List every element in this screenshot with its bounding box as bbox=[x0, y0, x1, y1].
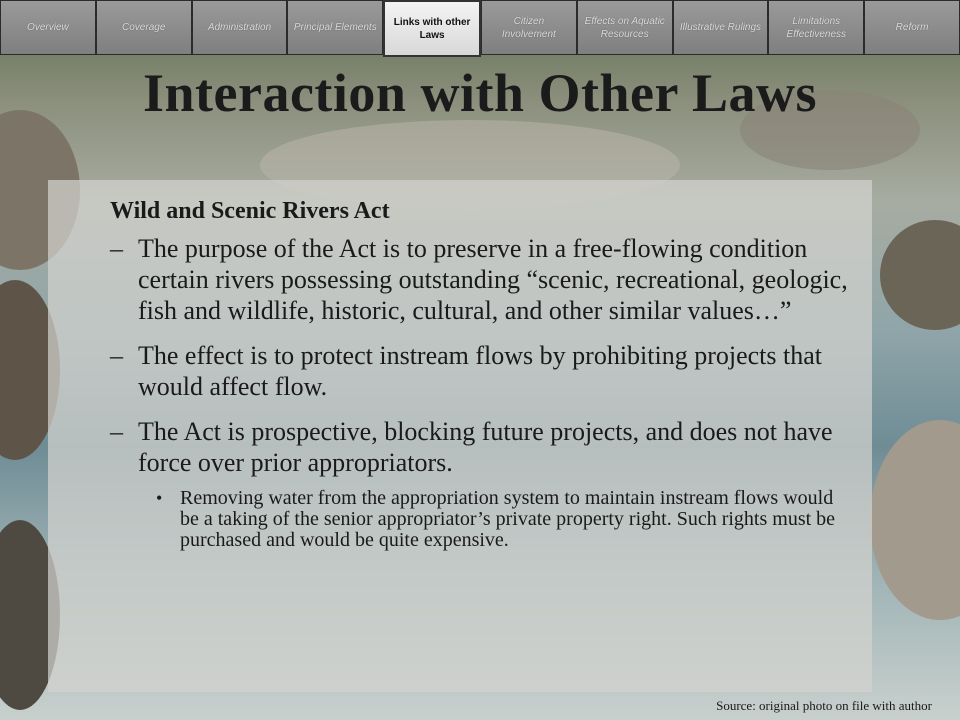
tab-effects-on-aquatic-resources[interactable]: Effects on Aquatic Resources bbox=[577, 0, 673, 55]
sub-list-item bbox=[110, 488, 850, 551]
tab-limitations-effectiveness[interactable]: Limitations Effectiveness bbox=[768, 0, 864, 55]
tab-principal-elements[interactable]: Principal Elements bbox=[287, 0, 383, 55]
list-item bbox=[110, 416, 850, 478]
section-heading: Wild and Scenic Rivers Act bbox=[110, 198, 390, 224]
slide-content bbox=[110, 198, 850, 551]
tab-citizen-involvement[interactable]: Citizen Involvement bbox=[481, 0, 577, 55]
list-item bbox=[110, 233, 850, 326]
navigation-bar bbox=[0, 0, 960, 57]
list-item-text: The effect is to protect instream flows by prohibiting projects that would affect flow. bbox=[138, 341, 823, 401]
list-item-text: The purpose of the Act is to preserve in a free-flowing condition certain rivers possessing outstanding “scenic, recreational, geologic, fish and wildlife, historic, cultural, and other similar values…” bbox=[138, 234, 848, 325]
source-caption: Source: original photo on file with author bbox=[716, 698, 932, 713]
tab-illustrative-rulings[interactable]: Illustrative Rulings bbox=[673, 0, 769, 55]
dash-marker: – bbox=[110, 234, 123, 263]
tab-reform[interactable]: Reform bbox=[864, 0, 960, 55]
dash-marker: – bbox=[110, 341, 123, 370]
background-rock bbox=[880, 220, 960, 330]
tab-coverage[interactable]: Coverage bbox=[96, 0, 192, 55]
dash-marker: – bbox=[110, 417, 123, 446]
tab-administration[interactable]: Administration bbox=[192, 0, 288, 55]
list-item bbox=[110, 340, 850, 402]
tab-links-with-other-laws[interactable]: Links with other Laws bbox=[383, 0, 481, 57]
slide-title: Interaction with Other Laws bbox=[143, 63, 817, 123]
sub-list-item-text: Removing water from the appropriation system to maintain instream flows would be a taking of the senior appropriator’s private property right. Such rights must be purchased and would be quite expensive. bbox=[180, 487, 836, 551]
tab-overview[interactable]: Overview bbox=[0, 0, 96, 55]
bullet-icon: • bbox=[156, 488, 163, 508]
background-rock bbox=[870, 420, 960, 620]
list-item-text: The Act is prospective, blocking future projects, and does not have force over prior appropriators. bbox=[138, 417, 833, 477]
